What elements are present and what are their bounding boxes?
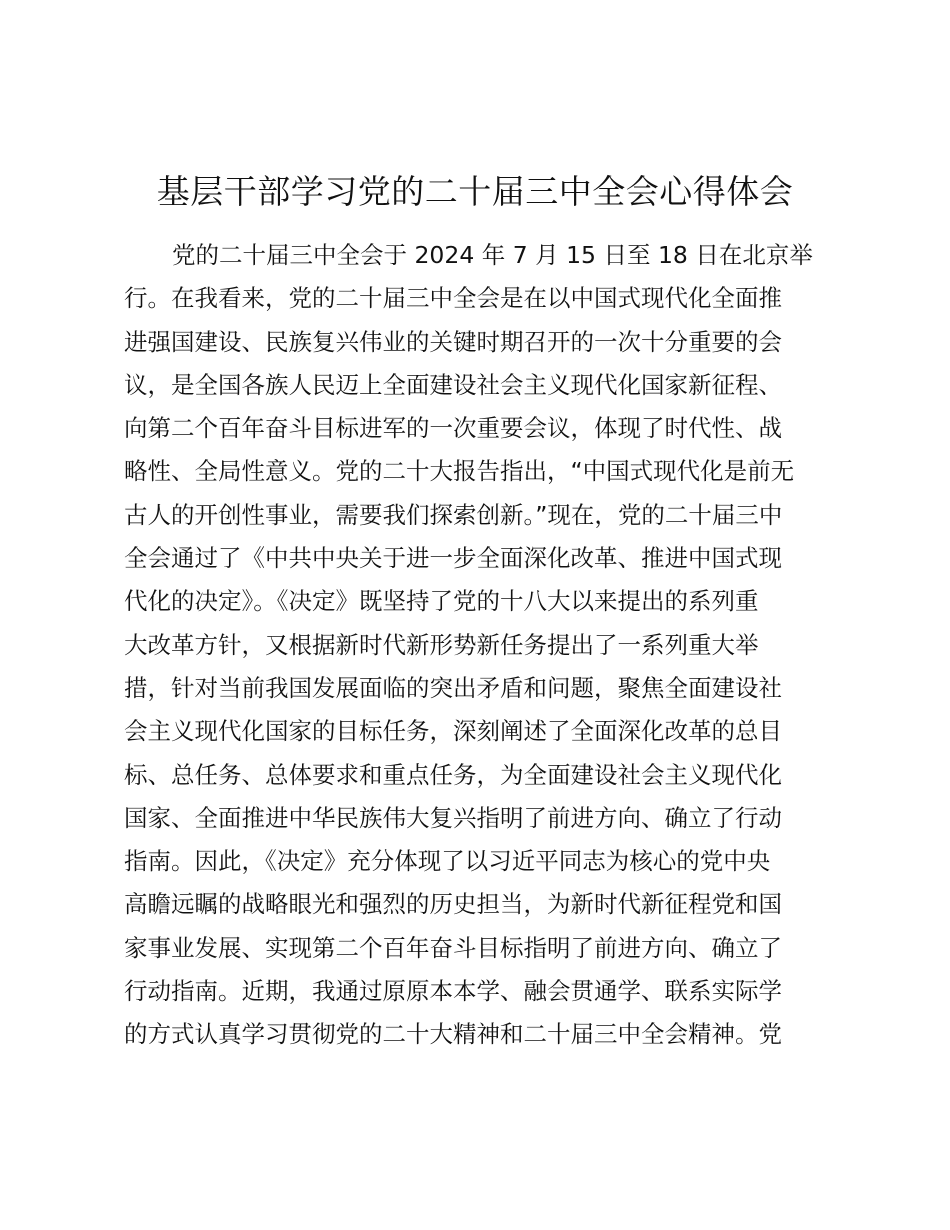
paragraph-line: 议，是全国各族人民迈上全面建设社会主义现代化国家新征程、: [124, 370, 782, 399]
paragraph-line: 家事业发展、实现第二个百年奋斗目标指明了前进方向、确立了: [124, 933, 782, 962]
paragraph-line: 全会通过了《中共中央关于进一步全面深化改革、推进中国式现: [124, 544, 782, 573]
paragraph-line: 略性、全局性意义。党的二十大报告指出，“中国式现代化是前无: [124, 457, 795, 486]
paragraph-line: 指南。因此，《决定》充分体现了以习近平同志为核心的党中央: [124, 847, 771, 876]
paragraph-line: 措，针对当前我国发展面临的突出矛盾和问题，聚焦全面建设社: [124, 673, 782, 702]
body-paragraph: [124, 234, 836, 1057]
paragraph-line: 古人的开创性事业，需要我们探索创新。”现在，党的二十届三中: [124, 500, 783, 529]
paragraph-line: 行动指南。近期，我通过原原本本学、融会贯通学、联系实际学: [124, 977, 782, 1006]
paragraph-line: 党的二十届三中全会于 2024 年 7 月 15 日至 18 日在北京举: [172, 241, 813, 269]
paragraph-line: 国家、全面推进中华民族伟大复兴指明了前进方向、确立了行动: [124, 803, 782, 832]
paragraph-line: 标、总任务、总体要求和重点任务，为全面建设社会主义现代化: [124, 760, 782, 789]
paragraph-line: 高瞻远瞩的战略眼光和强烈的历史担当，为新时代新征程党和国: [124, 890, 782, 919]
paragraph-line: 行。在我看来，党的二十届三中全会是在以中国式现代化全面推: [124, 284, 782, 313]
document-title: 基层干部学习党的二十届三中全会心得体会: [156, 172, 794, 211]
paragraph-line: 进强国建设、民族复兴伟业的关键时期召开的一次十分重要的会: [124, 327, 782, 356]
paragraph-line: 代化的决定》。《决定》既坚持了党的十八大以来提出的系列重: [124, 587, 759, 616]
paragraph-line: 的方式认真学习贯彻党的二十大精神和二十届三中全会精神。党: [124, 1020, 782, 1049]
paragraph-line: 会主义现代化国家的目标任务，深刻阐述了全面深化改革的总目: [124, 717, 782, 746]
paragraph-line: 向第二个百年奋斗目标进军的一次重要会议，体现了时代性、战: [124, 414, 782, 443]
paragraph-line: 大改革方针，又根据新时代新形势新任务提出了一系列重大举: [124, 630, 759, 659]
